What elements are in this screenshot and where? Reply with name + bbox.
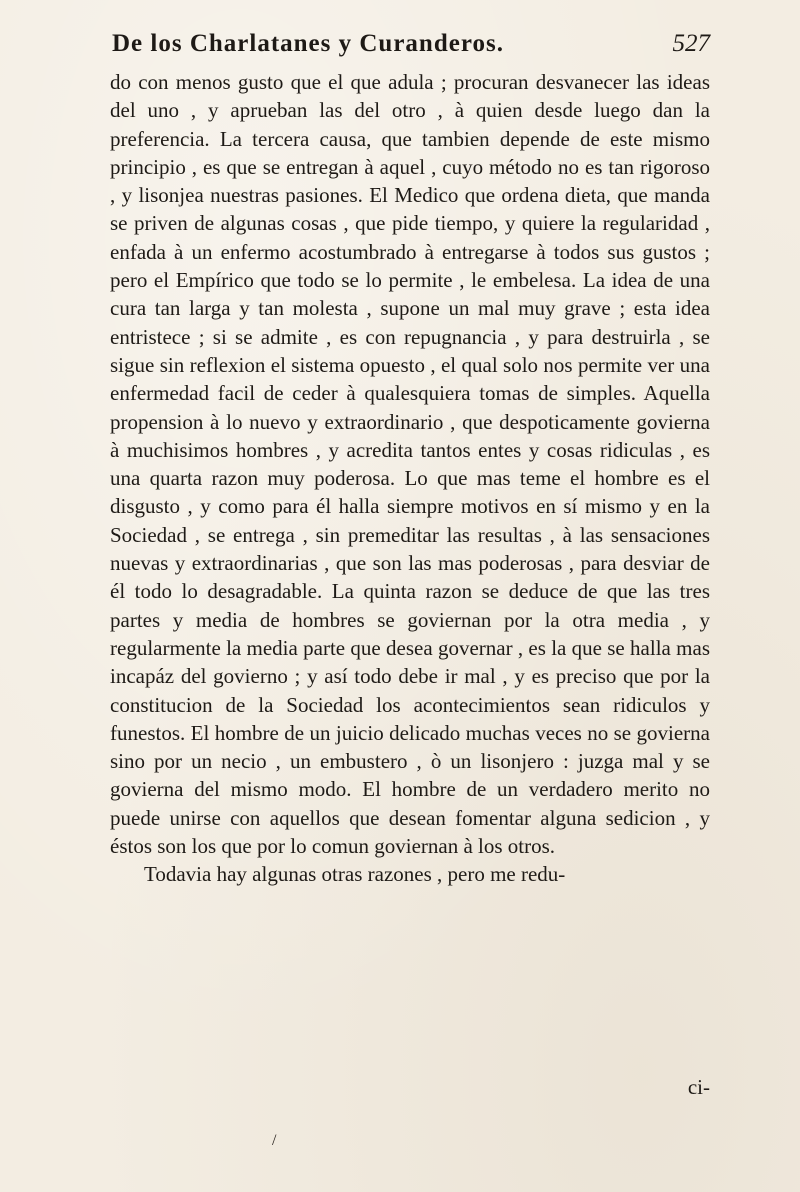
running-head	[112, 30, 710, 64]
body-text	[110, 68, 710, 889]
page-number: 527	[672, 30, 710, 57]
stray-mark: /	[272, 1132, 277, 1149]
catchword: ci-	[687, 1075, 710, 1099]
running-title: De los Charlatanes y Curanderos.	[112, 30, 504, 57]
paragraph-2: Todavia hay algunas otras razones , pero me redu-	[144, 862, 566, 887]
paragraph-1: do con menos gusto que el que adula ; procuran desvanecer las ideas del uno , y aprueban las del otro , à quien desde luego dan la preferencia. La tercera causa, que tambien depende de este mismo principio , es que se entregan à aquel , cuyo método no es tan rigoroso , y lisonjea nuestras pasiones. El Medico que ordena dieta, que manda se priven de algunas cosas , que pide tiempo, y quiere la regularidad , enfada à un enfermo acostumbrado à entregarse à todos sus gustos ; pero el Empírico que todo se lo permite , le embelesa. La idea de una cura tan larga y tan molesta , supone un mal muy grave ; esta idea entristece ; si se admite , es con repugnancia , y para destruirla , se sigue sin reflexion el sistema opuesto , el qual solo nos permite ver una enfermedad facil de ceder à qualesquiera tomas de simples. Aquella propension à lo nuevo y extraordinario , que despoticamente govierna à muchisimos hombres , y acredita tantos entes y cosas ridiculas , es una quarta razon muy poderosa. Lo que mas teme el hombre es el disgusto , y como para él halla siempre motivos en sí mismo y en la Sociedad , se entrega , sin premeditar las resultas , à las sensaciones nuevas y extraordinarias , que son las mas poderosas , para desviar de él todo lo desagradable. La quinta razon se deduce de que las tres partes y media de hombres se goviernan por la otra media , y regularmente la media parte que desea governar , es la que se halla mas incapáz del govierno ; y así todo debe ir mal , y es preciso que por la constitucion de la Sociedad los acontecimientos sean ridiculos y funestos. El hombre de un juicio delicado muchas veces no se govierna sino por un necio , un embustero , ò un lisonjero : juzga mal y se govierna del mismo modo. El hombre de un verdadero merito no puede unirse con aquellos que desean fomentar alguna sedicion , y éstos son los que por lo comun goviernan à los otros.	[110, 70, 710, 859]
